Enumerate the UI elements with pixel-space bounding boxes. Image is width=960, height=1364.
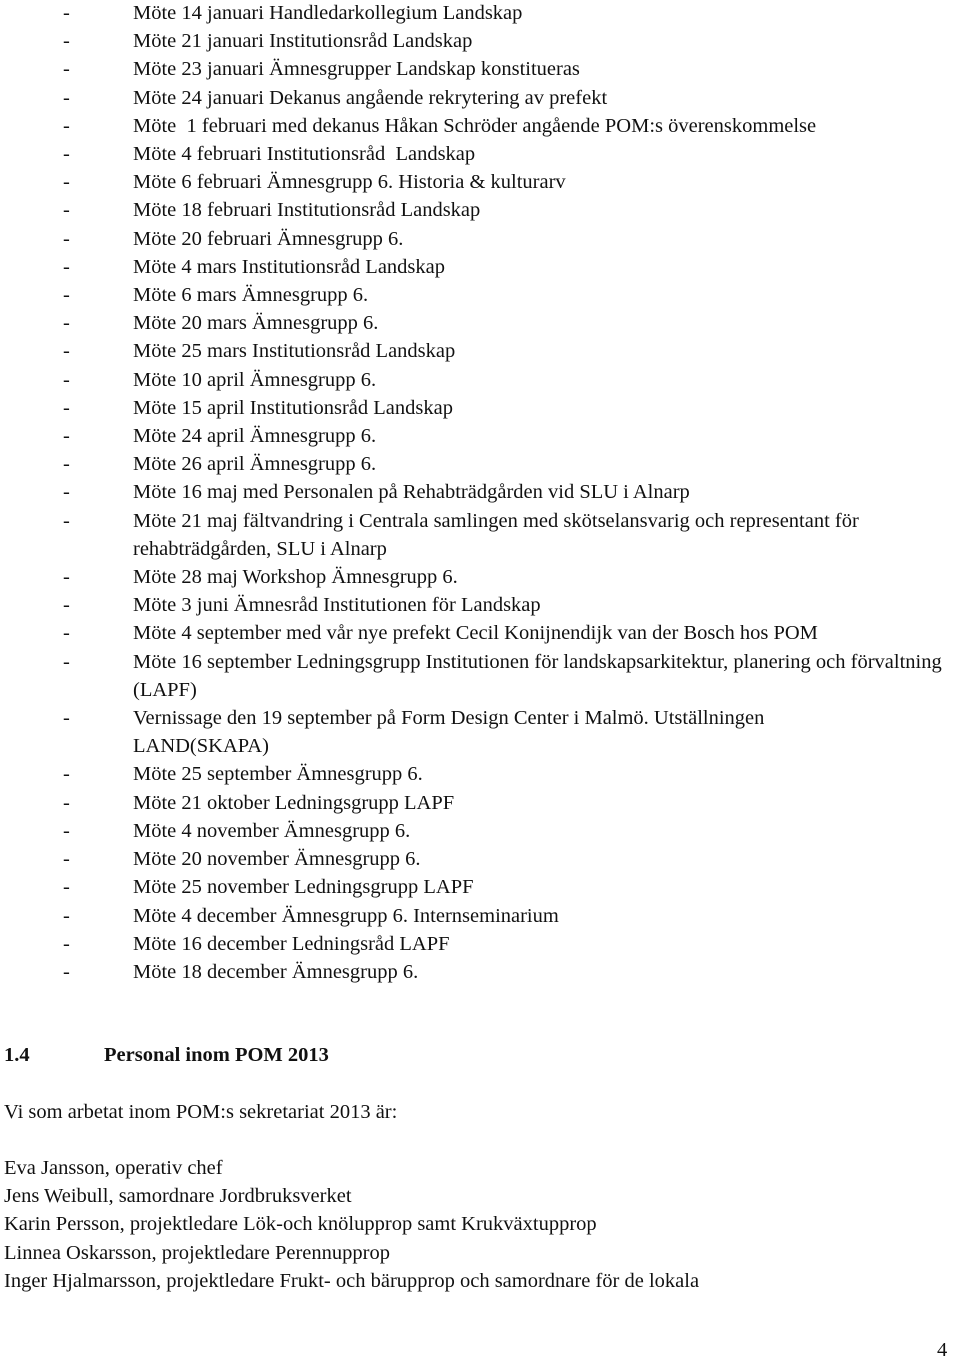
list-item-text: Möte 20 februari Ämnesgrupp 6. bbox=[133, 227, 404, 250]
bullet-dash: - bbox=[63, 2, 70, 24]
list-item bbox=[0, 902, 960, 930]
list-item bbox=[0, 422, 960, 450]
list-item-text: Möte 28 maj Workshop Ämnesgrupp 6. bbox=[133, 566, 458, 589]
list-item bbox=[0, 225, 960, 253]
list-item bbox=[0, 0, 960, 27]
bullet-dash: - bbox=[63, 425, 70, 448]
bullet-dash: - bbox=[63, 932, 70, 955]
bullet-dash: - bbox=[63, 848, 70, 871]
bullet-dash: - bbox=[63, 650, 70, 673]
list-item-text: Vernissage den 19 september på Form Design Center i Malmö. Utställningen LAND(SKAPA) bbox=[133, 707, 765, 758]
list-item bbox=[0, 394, 960, 422]
list-item bbox=[0, 648, 953, 704]
list-item bbox=[0, 478, 960, 506]
bullet-dash: - bbox=[63, 340, 70, 363]
list-item bbox=[0, 789, 960, 817]
bullet-dash: - bbox=[63, 368, 70, 391]
bullet-dash: - bbox=[63, 707, 70, 730]
list-item bbox=[0, 196, 960, 224]
list-item bbox=[0, 55, 960, 83]
bullet-dash: - bbox=[63, 396, 70, 419]
list-item-text: Möte 25 september Ämnesgrupp 6. bbox=[133, 763, 423, 786]
bullet-dash: - bbox=[63, 960, 70, 983]
list-item bbox=[0, 281, 960, 309]
bullet-dash: - bbox=[63, 594, 70, 617]
list-item-text: Möte 18 februari Institutionsråd Landskap bbox=[133, 199, 481, 222]
staff-line: Karin Persson, projektledare Lök-och knölupprop samt Krukväxtupprop bbox=[4, 1213, 597, 1236]
list-item-text: Möte 26 april Ämnesgrupp 6. bbox=[133, 453, 377, 476]
section-title: Personal inom POM 2013 bbox=[104, 1044, 329, 1066]
bullet-dash: - bbox=[63, 312, 70, 335]
list-item bbox=[0, 168, 960, 196]
list-item bbox=[0, 760, 960, 788]
list-item bbox=[0, 563, 960, 591]
list-item bbox=[0, 591, 960, 619]
list-item-text: Möte 3 juni Ämnesråd Institutionen för Landskap bbox=[133, 594, 541, 617]
list-item-text: Möte 20 mars Ämnesgrupp 6. bbox=[133, 312, 379, 335]
bullet-dash: - bbox=[63, 255, 70, 278]
list-item bbox=[0, 112, 960, 140]
list-item-text: Möte 6 mars Ämnesgrupp 6. bbox=[133, 284, 369, 307]
bullet-dash: - bbox=[63, 227, 70, 250]
list-item bbox=[0, 450, 960, 478]
bullet-dash: - bbox=[63, 876, 70, 899]
bullet-dash: - bbox=[63, 171, 70, 194]
bullet-dash: - bbox=[63, 566, 70, 589]
bullet-dash: - bbox=[63, 30, 70, 53]
list-item-text: Möte 21 januari Institutionsråd Landskap bbox=[133, 30, 473, 53]
list-item bbox=[0, 507, 863, 563]
section-number: 1.4 bbox=[4, 1044, 30, 1066]
list-item bbox=[0, 873, 960, 901]
list-item bbox=[0, 27, 960, 55]
list-item bbox=[0, 704, 893, 760]
list-item bbox=[0, 817, 960, 845]
list-item-text: Möte 25 mars Institutionsråd Landskap bbox=[133, 340, 456, 363]
list-item-text: Möte 20 november Ämnesgrupp 6. bbox=[133, 848, 421, 871]
list-item bbox=[0, 337, 960, 365]
bullet-dash: - bbox=[63, 143, 70, 166]
staff-line: Linnea Oskarsson, projektledare Perennupprop bbox=[4, 1241, 390, 1264]
list-item-text: Möte 16 september Ledningsgrupp Institutionen för landskapsarkitektur, planering och förvaltning (LAPF) bbox=[133, 650, 942, 701]
list-item-text: Möte 4 februari Institutionsråd Landskap bbox=[133, 143, 476, 166]
list-item-text: Möte 24 april Ämnesgrupp 6. bbox=[133, 425, 377, 448]
bullet-dash: - bbox=[63, 622, 70, 645]
bullet-dash: - bbox=[63, 819, 70, 842]
bullet-dash: - bbox=[63, 58, 70, 81]
list-item-text: Möte 16 maj med Personalen på Rehabträdgården vid SLU i Alnarp bbox=[133, 481, 690, 504]
list-item-text: Möte 21 oktober Ledningsgrupp LAPF bbox=[133, 791, 455, 814]
list-item-text: Möte 24 januari Dekanus angående rekrytering av prefekt bbox=[133, 86, 608, 109]
list-item-text: Möte 1 februari med dekanus Håkan Schröder angående POM:s överenskommelse bbox=[133, 114, 817, 137]
list-item bbox=[0, 366, 960, 394]
bullet-dash: - bbox=[63, 284, 70, 307]
section-heading bbox=[4, 1041, 329, 1069]
list-item-text: Möte 15 april Institutionsråd Landskap bbox=[133, 396, 453, 419]
list-item bbox=[0, 84, 960, 112]
list-item-text: Möte 16 december Ledningsråd LAPF bbox=[133, 932, 450, 955]
list-item-text: Möte 21 maj fältvandring i Centrala samlingen med skötselansvarig och representant för rehabträdgården, SLU i Alnarp bbox=[133, 509, 859, 560]
bullet-dash: - bbox=[63, 86, 70, 109]
list-item bbox=[0, 309, 960, 337]
bullet-dash: - bbox=[63, 791, 70, 814]
list-item-text: Möte 23 januari Ämnesgrupper Landskap konstitueras bbox=[133, 58, 580, 81]
staff-line: Eva Jansson, operativ chef bbox=[4, 1157, 223, 1179]
bullet-dash: - bbox=[63, 453, 70, 476]
list-item-text: Möte 4 mars Institutionsråd Landskap bbox=[133, 255, 446, 278]
list-item bbox=[0, 958, 960, 986]
list-item-text: Möte 4 september med vår nye prefekt Cecil Konijnendijk van der Bosch hos POM bbox=[133, 622, 818, 645]
list-item bbox=[0, 253, 960, 281]
list-item bbox=[0, 140, 960, 168]
page-number: 4 bbox=[937, 1339, 948, 1361]
staff-line: Inger Hjalmarsson, projektledare Frukt- och bärupprop och samordnare för de lokala bbox=[4, 1269, 700, 1292]
bullet-dash: - bbox=[63, 509, 70, 532]
list-item-text: Möte 18 december Ämnesgrupp 6. bbox=[133, 960, 419, 983]
list-item bbox=[0, 930, 960, 958]
list-item-text: Möte 6 februari Ämnesgrupp 6. Historia & kulturarv bbox=[133, 171, 566, 194]
bullet-dash: - bbox=[63, 199, 70, 222]
list-item-text: Möte 4 december Ämnesgrupp 6. Internseminarium bbox=[133, 904, 559, 927]
bullet-dash: - bbox=[63, 114, 70, 137]
list-item-text: Möte 25 november Ledningsgrupp LAPF bbox=[133, 876, 474, 899]
list-item bbox=[0, 845, 960, 873]
intro-paragraph: Vi som arbetat inom POM:s sekretariat 2013 är: bbox=[4, 1101, 398, 1123]
list-item-text: Möte 14 januari Handledarkollegium Landskap bbox=[133, 2, 523, 24]
list-item-text: Möte 4 november Ämnesgrupp 6. bbox=[133, 819, 411, 842]
bullet-dash: - bbox=[63, 904, 70, 927]
staff-list bbox=[4, 1154, 699, 1295]
bullet-dash: - bbox=[63, 481, 70, 504]
list-item bbox=[0, 619, 960, 647]
bullet-dash: - bbox=[63, 763, 70, 786]
list-item-text: Möte 10 april Ämnesgrupp 6. bbox=[133, 368, 377, 391]
staff-line: Jens Weibull, samordnare Jordbruksverket bbox=[4, 1185, 352, 1208]
